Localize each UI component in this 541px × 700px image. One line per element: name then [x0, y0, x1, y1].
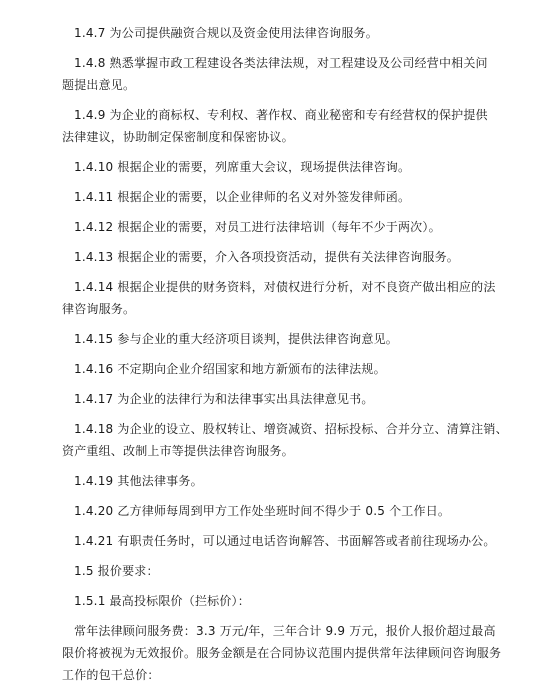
paragraph-1-4-19: [62, 470, 472, 492]
paragraph-1-4-21: [62, 530, 496, 552]
paragraph-line: 资产重组、改制上市等提供法律咨询服务。: [62, 444, 294, 458]
paragraph-1-4-12: [62, 216, 472, 238]
paragraph-1-4-18: [62, 418, 508, 462]
section-1-5-1-heading: [62, 590, 472, 612]
paragraph-1-4-9: [62, 104, 488, 148]
paragraph-1-4-15: [62, 328, 472, 350]
paragraph-line: 1.4.10 根据企业的需要，列席重大会议，现场提供法律咨询。: [74, 160, 411, 174]
paragraph-1-4-16: [62, 358, 472, 380]
paragraph-line: 1.4.21 有职责任务时，可以通过电话咨询解答、书面解答或者前往现场办公。: [74, 534, 496, 548]
paragraph-line: 1.4.8 熟悉掌握市政工程建设各类法律法规，对工程建设及公司经营中相关问: [74, 56, 488, 70]
paragraph-line: 1.4.16 不定期向企业介绍国家和地方新颁布的法律法规。: [74, 362, 386, 376]
paragraph-line: 律咨询服务。: [62, 302, 136, 316]
paragraph-line: 1.4.13 根据企业的需要，介入各项投资活动，提供有关法律咨询服务。: [74, 250, 459, 264]
paragraph-line: 1.5 报价要求：: [74, 564, 159, 578]
paragraph-line: 1.4.15 参与企业的重大经济项目谈判，提供法律咨询意见。: [74, 332, 398, 346]
paragraph-line: 限价将被视为无效报价。服务金额是在合同协议范围内提供常年法律顾问咨询服务: [62, 646, 502, 660]
paragraph-1-4-13: [62, 246, 472, 268]
paragraph-line: 题提出意见。: [62, 78, 136, 92]
paragraph-line: 1.4.7 为公司提供融资合规以及资金使用法律咨询服务。: [74, 26, 378, 40]
paragraph-line: 1.4.14 根据企业提供的财务资料，对债权进行分析，对不良资产做出相应的法: [74, 280, 496, 294]
paragraph-1-4-7: [62, 22, 472, 44]
paragraph-line: 1.5.1 最高投标限价（拦标价）：: [74, 594, 250, 608]
paragraph-line: 1.4.18 为企业的设立、股权转让、增资减资、招标投标、合并分立、清算注销、: [74, 422, 508, 436]
paragraph-1-4-10: [62, 156, 472, 178]
paragraph-1-4-17: [62, 388, 472, 410]
paragraph-1-4-11: [62, 186, 472, 208]
paragraph-line: 1.4.20 乙方律师每周到甲方工作处坐班时间不得少于 0.5 个工作日。: [74, 504, 451, 518]
paragraph-line: 1.4.9 为企业的商标权、专利权、著作权、商业秘密和专有经营权的保护提供: [74, 108, 488, 122]
paragraph-line: 1.4.12 根据企业的需要，对员工进行法律培训（每年不少于两次）。: [74, 220, 441, 234]
paragraph-line: 工作的包干总价：: [62, 668, 160, 682]
section-1-5-heading: [62, 560, 472, 582]
paragraph-1-4-8: [62, 52, 488, 96]
paragraph-1-4-14: [62, 276, 496, 320]
paragraph-line: 1.4.11 根据企业的需要，以企业律师的名义对外签发律师函。: [74, 190, 411, 204]
paragraph-line: 1.4.19 其他法律事务。: [74, 474, 203, 488]
paragraph-line: 常年法律顾问服务费：3.3 万元/年，三年合计 9.9 万元，报价人报价超过最高: [74, 624, 496, 638]
paragraph-pricing: [62, 620, 502, 686]
paragraph-line: 1.4.17 为企业的法律行为和法律事实出具法律意见书。: [74, 392, 374, 406]
paragraph-line: 法律建议，协助制定保密制度和保密协议。: [62, 130, 294, 144]
paragraph-1-4-20: [62, 500, 472, 522]
